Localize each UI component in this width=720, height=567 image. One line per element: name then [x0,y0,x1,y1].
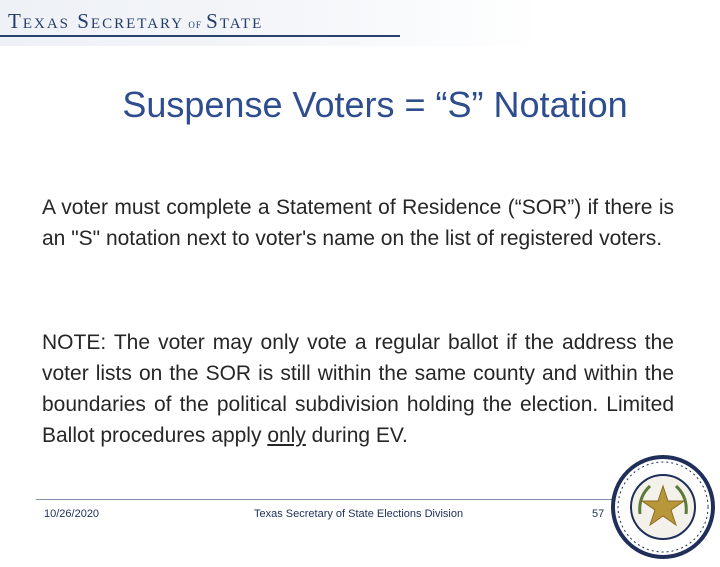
banner-title-part: State [206,9,264,33]
banner-rule [0,35,400,37]
banner-title [8,9,263,34]
note-text: NOTE: The voter may only vote a regular ballot if the address the voter lists on the SOR is still within the same county and within the boundaries of the political subdivision holding the election. Limited Ballot procedures apply [42,331,674,447]
footer-date: 10/26/2020 [44,508,100,520]
texas-state-seal-icon [608,452,718,562]
banner-title-of: of [184,16,207,31]
footer-divider [36,499,612,500]
header-banner [0,0,720,46]
banner-title-part: Texas Secretary [8,9,185,33]
paragraph-note [42,327,674,451]
slide-title: Suspense Voters = “S” Notation [122,84,628,125]
note-text-end: during EV. [305,424,408,447]
footer-page-number: 57 [592,508,605,520]
footer-division: Texas Secretary of State Elections Division [254,508,464,520]
paragraph-sor-requirement: A voter must complete a Statement of Residence (“SOR”) if there is an "S" notation next to voter's name on the list of registered voters. [42,196,674,250]
note-underlined-word: only [267,424,306,447]
